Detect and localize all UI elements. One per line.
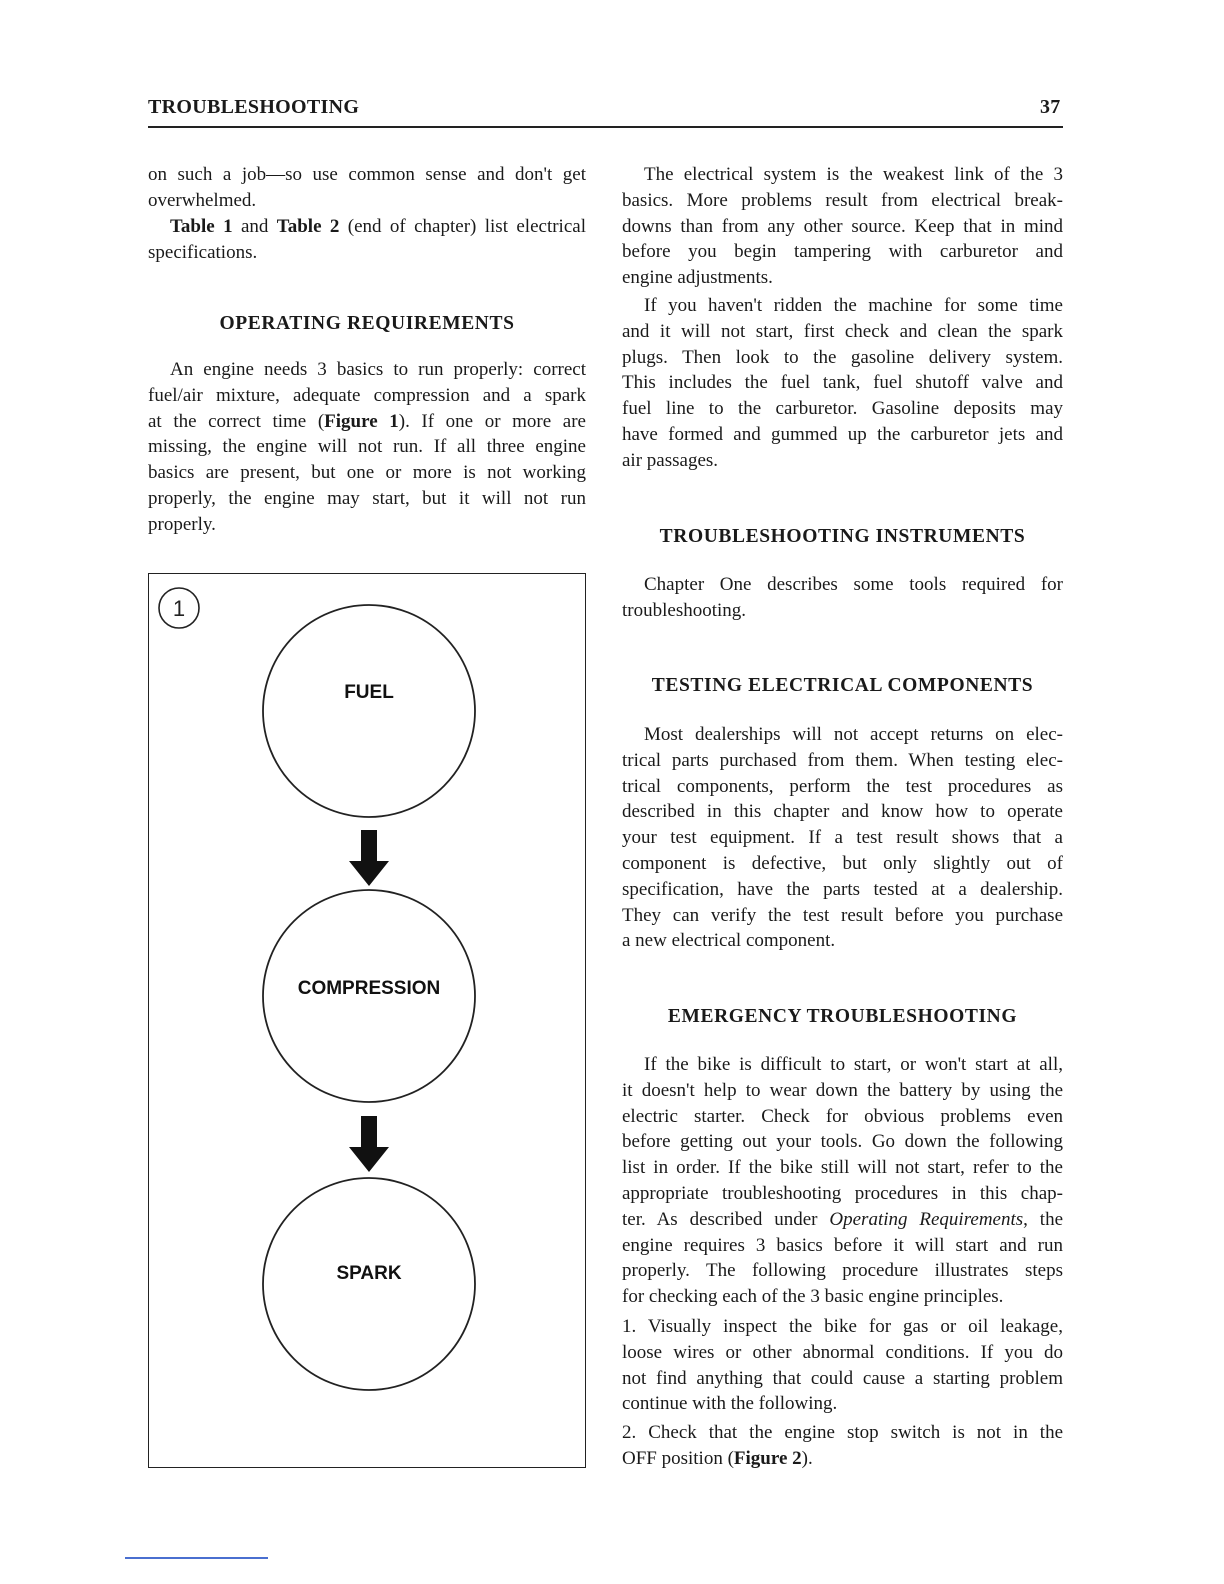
list-item [622, 1420, 1063, 1472]
running-header-section: TROUBLESHOOTING [148, 96, 360, 118]
text-run: at the correct time ( [148, 410, 325, 432]
text-line [148, 486, 586, 512]
compression-label: COMPRESSION [297, 978, 441, 999]
text-line [622, 239, 1063, 265]
text-line [622, 825, 1063, 851]
text-line [148, 188, 586, 214]
text-line [622, 903, 1063, 929]
text-line [622, 345, 1063, 371]
text-run: it doesn't help to wear down the battery by using the [622, 1079, 1063, 1101]
text-line [622, 774, 1063, 800]
bold-reference: Table 1 [170, 216, 233, 237]
bold-reference: Table 2 [276, 216, 340, 237]
text-line [622, 1340, 1063, 1366]
text-run: ter. As described under [622, 1208, 830, 1230]
text-line [622, 1181, 1063, 1207]
text-run: If you haven't ridden the machine for some time [644, 295, 1063, 316]
text-run: Chapter One describes some tools required for [644, 574, 1063, 595]
paragraph [622, 722, 1063, 954]
text-run: properly, the engine may start, but it will not run [148, 487, 586, 509]
paragraph [622, 1052, 1063, 1310]
text-run: engine adjustments. [622, 267, 773, 289]
text-line [622, 1129, 1063, 1155]
figure-number: 1 [172, 596, 186, 621]
italic-reference: Operating Requirements [829, 1208, 1024, 1230]
text-run: troubleshooting. [622, 599, 747, 621]
text-run: This includes the fuel tank, fuel shutoff valve and [622, 372, 1063, 394]
text-run: specification, have the parts tested at a dealership. [622, 878, 1063, 900]
text-run: OFF position ( [622, 1447, 734, 1469]
text-line [622, 265, 1063, 291]
text-run: and it will not start, first check and clean the spark [622, 320, 1063, 342]
text-run: An engine needs 3 basics to run properly: correct [170, 359, 586, 380]
text-line [622, 928, 1063, 954]
text-line [622, 1391, 1063, 1417]
text-run: continue with the following. [622, 1393, 838, 1415]
section-heading: EMERGENCY TROUBLESHOOTING [667, 1006, 1018, 1027]
text-line [622, 1314, 1063, 1340]
text-line [622, 422, 1063, 448]
text-run: The electrical system is the weakest link of the 3 [644, 164, 1063, 185]
text-line [148, 460, 586, 486]
text-run: Most dealerships will not accept returns on elec- [644, 724, 1063, 745]
paragraph [148, 214, 586, 266]
fuel-circle [263, 605, 475, 817]
section-heading: TROUBLESHOOTING INSTRUMENTS [659, 526, 1026, 547]
text-run: a new electrical component. [622, 930, 836, 952]
text-line [622, 1420, 1063, 1446]
text-run: ). [801, 1447, 813, 1469]
figure-1 [148, 573, 586, 1468]
text-line [148, 383, 586, 409]
text-line [148, 409, 586, 435]
text-run: specifications. [148, 241, 258, 263]
text-line [622, 162, 1063, 188]
text-line [622, 396, 1063, 422]
text-line [148, 214, 586, 240]
text-line [622, 1052, 1063, 1078]
header-rule [148, 126, 1063, 128]
page-number: 37 [1040, 96, 1061, 118]
text-line [622, 188, 1063, 214]
text-run: described in this chapter and know how to operate [622, 801, 1063, 823]
text-line [622, 877, 1063, 903]
text-run: air passages. [622, 449, 719, 471]
text-run: plugs. Then look to the gasoline delivery system. [622, 346, 1063, 368]
text-run: properly. The following procedure illustrates steps [622, 1260, 1063, 1282]
spark-label: SPARK [336, 1263, 402, 1284]
text-line [148, 162, 586, 188]
text-run: 2. Check that the engine stop switch is not in the [622, 1422, 1063, 1443]
text-run: for checking each of the 3 basic engine principles. [622, 1286, 1004, 1308]
text-line [622, 799, 1063, 825]
text-line [622, 319, 1063, 345]
text-line [148, 512, 586, 538]
text-run: list in order. If the bike still will not start, refer to the [622, 1157, 1063, 1179]
text-run: trical components, perform the test procedures as [622, 775, 1063, 797]
list-item [622, 1314, 1063, 1417]
text-line [622, 1207, 1063, 1233]
bold-reference: Figure 2 [733, 1447, 802, 1469]
text-run: basics are present, but one or more is not working [148, 462, 586, 484]
text-run: before getting out your tools. Go down the following [622, 1131, 1063, 1153]
text-line [622, 572, 1063, 598]
paragraph [622, 293, 1063, 474]
text-run: overwhelmed. [148, 189, 257, 211]
text-line [622, 1233, 1063, 1259]
text-run: and [232, 216, 277, 237]
text-line [622, 214, 1063, 240]
text-run: not find anything that could cause a starting problem [622, 1367, 1063, 1389]
text-run: electric starter. Check for obvious problems even [622, 1105, 1063, 1127]
text-run: on such a job—so use common sense and don't get [148, 164, 586, 185]
text-line [622, 722, 1063, 748]
text-run: your test equipment. If a test result shows that a [622, 827, 1063, 849]
bold-reference: Figure 1 [324, 410, 399, 432]
text-run: They can verify the test result before you purchase [622, 904, 1063, 926]
text-run: trical parts purchased from them. When testing elec- [622, 749, 1063, 771]
text-line [622, 1104, 1063, 1130]
text-run: have formed and gummed up the carburetor jets and [622, 423, 1063, 445]
text-run: appropriate troubleshooting procedures in this chap- [622, 1182, 1063, 1204]
text-line [622, 1078, 1063, 1104]
text-line [148, 434, 586, 460]
arrow-down-icon [349, 1116, 389, 1172]
text-run: (end of chapter) list electrical [339, 216, 586, 237]
text-run: basics. More problems result from electrical break- [622, 189, 1063, 211]
text-run: ). If one or more are [398, 410, 586, 432]
text-line [148, 240, 586, 266]
footer-line [125, 1557, 268, 1559]
text-run: fuel/air mixture, adequate compression and a spark [148, 384, 586, 406]
text-line [622, 598, 1063, 624]
text-line [622, 293, 1063, 319]
paragraph [148, 357, 586, 538]
text-run: 1. Visually inspect the bike for gas or oil leakage, [622, 1316, 1063, 1337]
paragraph [622, 572, 1063, 624]
text-line [148, 357, 586, 383]
text-run: downs than from any other source. Keep that in mind [622, 215, 1063, 237]
text-run: fuel line to the carburetor. Gasoline deposits may [622, 398, 1063, 420]
text-line [622, 370, 1063, 396]
text-run: If the bike is difficult to start, or won't start at all, [644, 1054, 1063, 1075]
text-run: loose wires or other abnormal conditions. If you do [622, 1341, 1063, 1363]
paragraph [622, 162, 1063, 291]
text-line [622, 448, 1063, 474]
section-heading: TESTING ELECTRICAL COMPONENTS [651, 675, 1034, 696]
text-line [622, 1446, 1063, 1472]
text-run: missing, the engine will not run. If all three engine [148, 436, 586, 458]
spark-circle [263, 1178, 475, 1390]
text-line [622, 1155, 1063, 1181]
text-run: , the [1023, 1208, 1063, 1230]
arrow-down-icon [349, 830, 389, 886]
text-line [622, 1284, 1063, 1310]
text-run: properly. [148, 513, 216, 535]
text-line [622, 1258, 1063, 1284]
text-run: component is defective, but only slightly out of [622, 852, 1063, 874]
text-line [622, 1366, 1063, 1392]
text-run: engine requires 3 basics before it will start and run [622, 1234, 1063, 1256]
section-heading: OPERATING REQUIREMENTS [219, 313, 515, 334]
fuel-label: FUEL [344, 682, 394, 703]
figure-diagram [149, 574, 585, 1467]
text-line [622, 851, 1063, 877]
paragraph [148, 162, 586, 214]
text-line [622, 748, 1063, 774]
text-run: before you begin tampering with carburetor and [622, 241, 1063, 263]
